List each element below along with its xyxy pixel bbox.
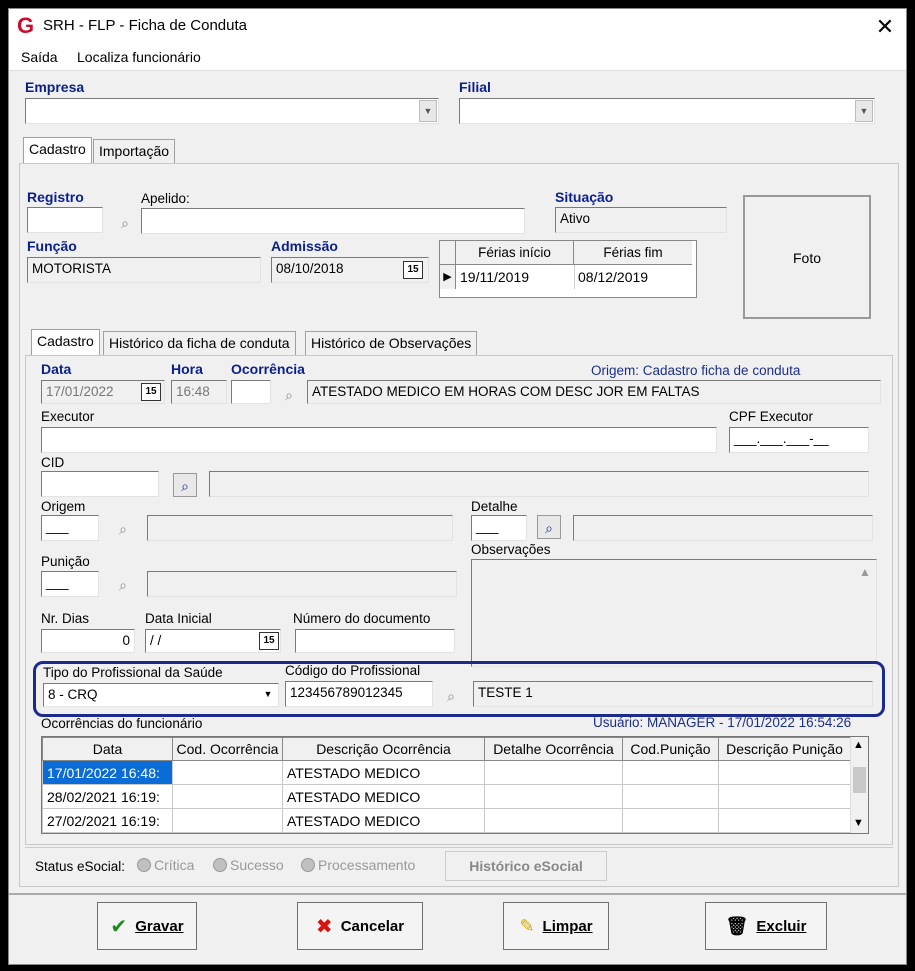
cell-data[interactable]: 27/02/2021 16:19: xyxy=(43,809,173,833)
cell-descricao-punicao[interactable] xyxy=(719,761,851,785)
col-data[interactable]: Data xyxy=(43,738,173,761)
cell-cod-ocorrencia[interactable] xyxy=(173,761,283,785)
cid-label: CID xyxy=(41,455,65,470)
menu-bar xyxy=(9,45,906,71)
cancelar-label: Cancelar xyxy=(340,917,405,935)
filial-select[interactable] xyxy=(459,98,875,124)
data-inicial-label: Data Inicial xyxy=(145,611,212,626)
admissao-value: 08/10/2018 xyxy=(271,257,429,283)
apelido-input[interactable] xyxy=(141,208,525,234)
foto-box[interactable]: Foto xyxy=(743,195,871,319)
empresa-label: Empresa xyxy=(25,79,85,95)
cell-descricao[interactable]: ATESTADO MEDICO xyxy=(283,785,485,809)
col-descricao-punicao[interactable]: Descrição Punição xyxy=(719,738,851,761)
data-inicial-calendar-icon[interactable]: 15 xyxy=(259,632,279,650)
ferias-fim-value[interactable]: 08/12/2019 xyxy=(578,269,649,285)
punicao-label: Punição xyxy=(41,554,90,569)
table-row[interactable] xyxy=(43,761,851,785)
detalhe-search-icon[interactable]: ⌕ xyxy=(537,515,561,539)
data-label: Data xyxy=(41,361,72,377)
profissional-highlight xyxy=(33,661,885,717)
cell-cod-punicao[interactable] xyxy=(623,809,719,833)
ferias-fim-header: Férias fim xyxy=(574,241,692,265)
ocorrencias-label: Ocorrências do funcionário xyxy=(41,716,203,731)
cell-cod-punicao[interactable] xyxy=(623,761,719,785)
apelido-label: Apelido: xyxy=(141,191,190,206)
ocorrencia-description: ATESTADO MEDICO EM HORAS COM DESC JOR EM FALTAS xyxy=(307,380,881,404)
empresa-select[interactable] xyxy=(25,98,439,124)
cell-descricao[interactable]: ATESTADO MEDICO xyxy=(283,761,485,785)
codigo-profissional-input[interactable]: 123456789012345 xyxy=(285,681,433,707)
cell-cod-ocorrencia[interactable] xyxy=(173,785,283,809)
gravar-label: Gravar xyxy=(135,917,184,935)
punicao-input[interactable]: ___ xyxy=(41,571,99,597)
cell-cod-punicao[interactable] xyxy=(623,785,719,809)
cell-detalhe[interactable] xyxy=(485,761,623,785)
punicao-search-icon[interactable]: ⌕ xyxy=(119,577,127,593)
limpar-label: Limpar xyxy=(542,917,593,935)
trash-icon: 🗑 xyxy=(725,915,749,936)
cell-detalhe[interactable] xyxy=(485,809,623,833)
punicao-description xyxy=(147,571,457,597)
ocorrencia-code-input[interactable] xyxy=(231,380,271,404)
numero-documento-input[interactable] xyxy=(295,629,455,653)
app-window xyxy=(8,8,907,965)
detalhe-input[interactable]: ___ xyxy=(471,515,527,541)
tab-inner-cadastro[interactable]: Cadastro xyxy=(31,329,100,355)
cancelar-button[interactable] xyxy=(297,902,423,950)
broom-icon: ✎ xyxy=(519,915,535,936)
origem-input[interactable]: ___ xyxy=(41,515,99,541)
origem-label: Origem xyxy=(41,499,86,514)
col-descricao-ocorrencia[interactable]: Descrição Ocorrência xyxy=(283,738,485,761)
data-value: 17/01/2022 xyxy=(41,380,165,404)
nr-dias-label: Nr. Dias xyxy=(41,611,90,626)
registro-input[interactable] xyxy=(27,207,103,233)
funcao-value: MOTORISTA xyxy=(27,257,261,283)
admissao-label: Admissão xyxy=(271,238,338,254)
menu-localiza-funcionario[interactable]: Localiza funcionário xyxy=(77,49,201,65)
tab-historico-ficha[interactable]: Histórico da ficha de conduta xyxy=(103,331,296,355)
divider xyxy=(9,893,906,895)
cpf-executor-label: CPF Executor xyxy=(729,409,814,424)
esocial-radio-sucesso[interactable]: Sucesso xyxy=(213,857,284,873)
window-title: SRH - FLP - Ficha de Conduta xyxy=(43,17,247,34)
cell-data[interactable]: 28/02/2021 16:19: xyxy=(43,785,173,809)
esocial-radio-processamento[interactable]: Processamento xyxy=(301,857,415,873)
cell-descricao[interactable]: ATESTADO MEDICO xyxy=(283,809,485,833)
detalhe-description xyxy=(573,515,873,541)
empresa-dropdown-icon[interactable]: ▼ xyxy=(419,100,437,122)
executor-input[interactable] xyxy=(41,427,717,453)
codigo-profissional-label: Código do Profissional xyxy=(285,663,421,678)
ferias-grid xyxy=(439,240,697,298)
historico-esocial-button[interactable]: Histórico eSocial xyxy=(445,851,607,881)
registro-label: Registro xyxy=(27,189,84,205)
tipo-profissional-label: Tipo do Profissional da Saúde xyxy=(43,665,223,680)
esocial-radio-critica[interactable]: Crítica xyxy=(137,857,194,873)
cid-search-icon[interactable]: ⌕ xyxy=(173,473,197,497)
row-pointer-icon: ▶ xyxy=(440,265,456,289)
situacao-label: Situação xyxy=(555,189,614,205)
observacoes-label: Observações xyxy=(471,542,551,557)
cell-detalhe[interactable] xyxy=(485,785,623,809)
tipo-profissional-dropdown-icon[interactable]: ▼ xyxy=(259,685,277,705)
detalhe-label: Detalhe xyxy=(471,499,518,514)
admissao-calendar-icon[interactable]: 15 xyxy=(403,261,423,279)
origem-note: Origem: Cadastro ficha de conduta xyxy=(591,363,801,378)
table-row[interactable] xyxy=(43,809,851,833)
title-bar xyxy=(9,9,906,45)
ocorrencia-search-icon[interactable]: ⌕ xyxy=(285,387,293,403)
cpf-executor-input[interactable]: ___.___.___-__ xyxy=(729,427,869,453)
filial-dropdown-icon[interactable]: ▼ xyxy=(855,100,873,122)
profissional-name: TESTE 1 xyxy=(473,681,873,707)
excluir-label: Excluir xyxy=(756,917,807,935)
data-inicial-input[interactable]: / / xyxy=(145,629,281,653)
ocorrencia-label: Ocorrência xyxy=(231,361,305,377)
data-calendar-icon[interactable]: 15 xyxy=(141,383,161,401)
tab-cadastro[interactable]: Cadastro xyxy=(23,137,92,163)
executor-label: Executor xyxy=(41,409,95,424)
tipo-profissional-select[interactable]: 8 - CRQ xyxy=(43,683,279,707)
hora-label: Hora xyxy=(171,361,203,377)
esocial-status-label: Status eSocial: xyxy=(35,859,126,874)
observacoes-scroll-up-icon[interactable]: ▲ xyxy=(859,565,871,579)
ferias-inicio-header: Férias início xyxy=(456,241,574,265)
tab-historico-observacoes[interactable]: Histórico de Observações xyxy=(305,331,477,355)
nr-dias-input[interactable]: 0 xyxy=(41,629,135,653)
col-detalhe-ocorrencia[interactable]: Detalhe Ocorrência xyxy=(485,738,623,761)
usuario-info: Usuário: MANAGER - 17/01/2022 16:54:26 xyxy=(593,715,852,730)
cell-cod-ocorrencia[interactable] xyxy=(173,809,283,833)
filial-label: Filial xyxy=(459,79,491,95)
origem-search-icon[interactable]: ⌕ xyxy=(119,521,127,537)
origem-description xyxy=(147,515,453,541)
app-logo-icon: G xyxy=(17,13,35,38)
registro-search-icon[interactable]: ⌕ xyxy=(121,215,129,231)
cell-descricao-punicao[interactable] xyxy=(719,785,851,809)
observacoes-textarea[interactable] xyxy=(471,559,877,667)
funcao-label: Função xyxy=(27,238,77,254)
cell-data[interactable]: 17/01/2022 16:48: xyxy=(43,761,173,785)
cid-input[interactable] xyxy=(41,471,159,497)
col-cod-ocorrencia[interactable]: Cod. Ocorrência xyxy=(173,738,283,761)
col-cod-punicao[interactable]: Cod.Punição xyxy=(623,738,719,761)
check-icon: ✔ xyxy=(110,915,128,938)
numero-documento-label: Número do documento xyxy=(293,611,431,626)
menu-saida[interactable]: Saída xyxy=(21,49,58,65)
cancel-icon: ✖ xyxy=(315,915,333,938)
close-icon[interactable]: ✕ xyxy=(875,14,895,39)
scroll-down-icon[interactable]: ▼ xyxy=(853,817,864,829)
ferias-inicio-value[interactable]: 19/11/2019 xyxy=(460,269,530,285)
gravar-button[interactable] xyxy=(97,902,197,950)
situacao-value: Ativo xyxy=(555,207,727,233)
cell-descricao-punicao[interactable] xyxy=(719,809,851,833)
scroll-thumb[interactable] xyxy=(853,767,866,793)
occurrences-grid xyxy=(41,736,869,834)
tab-importacao[interactable]: Importação xyxy=(93,139,175,163)
scroll-up-icon[interactable]: ▲ xyxy=(853,739,864,751)
hora-value: 16:48 xyxy=(171,380,227,404)
profissional-search-icon[interactable]: ⌕ xyxy=(447,688,455,704)
excluir-button[interactable] xyxy=(705,902,827,950)
grid-scrollbar[interactable] xyxy=(850,737,868,833)
table-row[interactable] xyxy=(43,785,851,809)
limpar-button[interactable] xyxy=(503,902,609,950)
cid-description xyxy=(209,471,869,497)
